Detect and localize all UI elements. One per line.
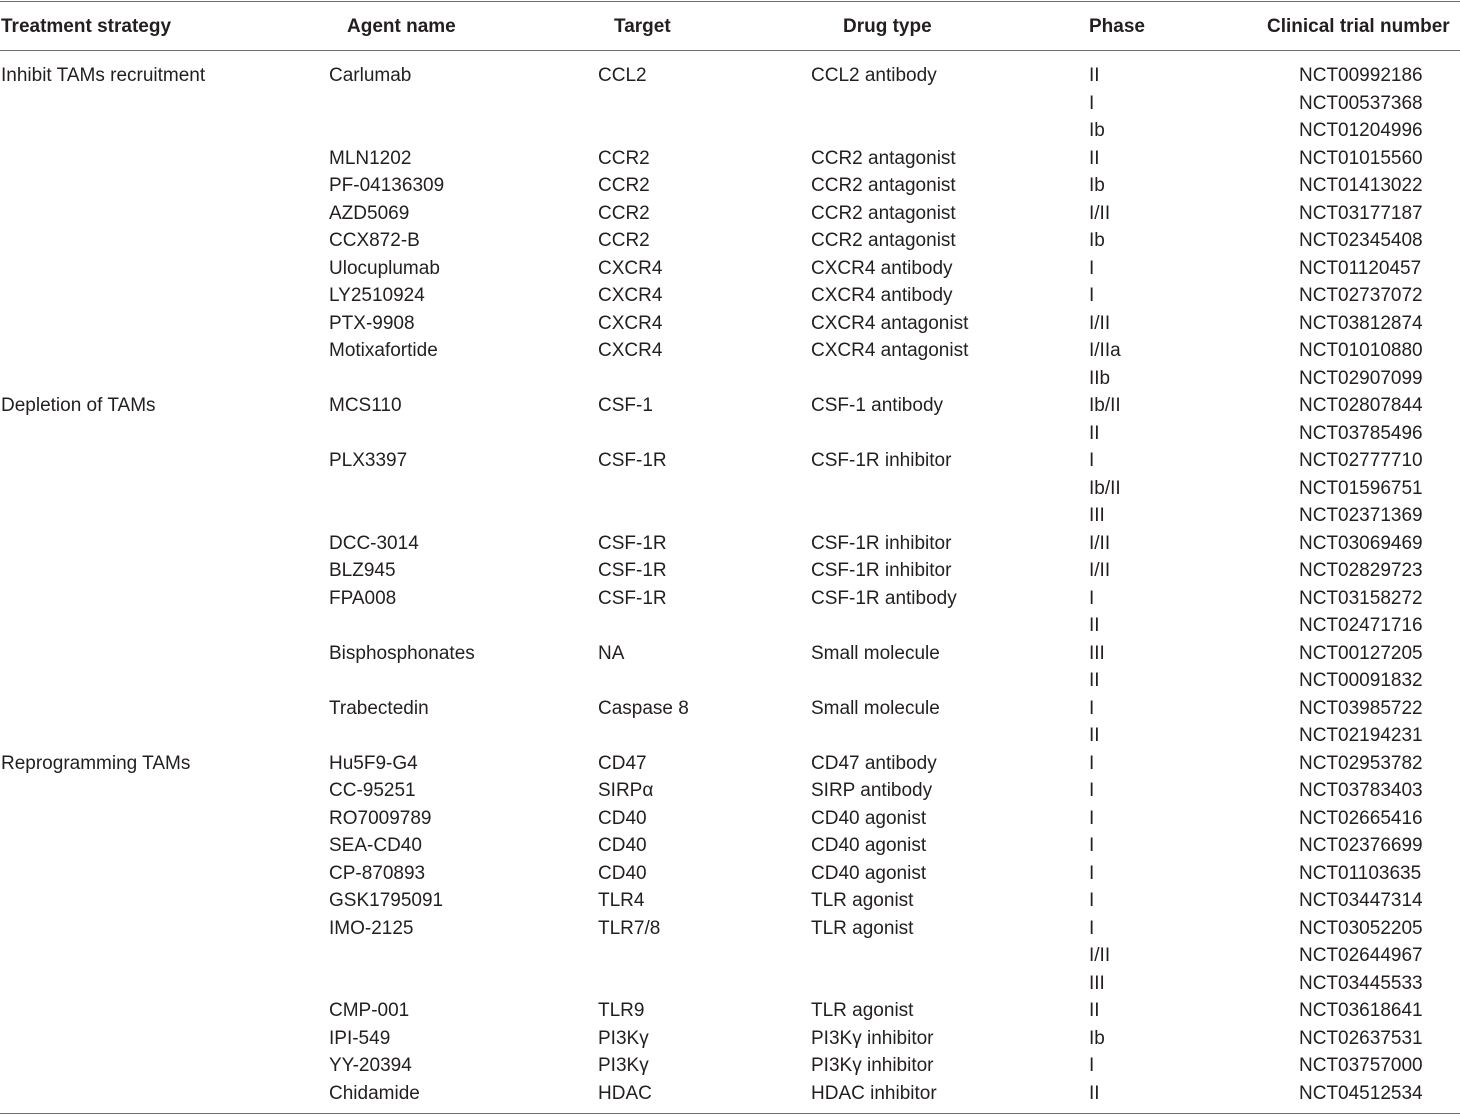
table-row xyxy=(0,915,1460,943)
cell-phase: II xyxy=(1089,725,1100,746)
cell-drug-type: Small molecule xyxy=(811,697,940,719)
cell-clinical-trial-number: NCT02953782 xyxy=(1299,752,1423,774)
cell-agent-name: Chidamide xyxy=(329,1082,420,1104)
table-row xyxy=(0,475,1460,503)
cell-clinical-trial-number: NCT01015560 xyxy=(1299,147,1423,169)
cell-agent-name: CCX872-B xyxy=(329,230,420,251)
cell-clinical-trial-number: NCT02471716 xyxy=(1299,615,1423,636)
cell-drug-type: CCR2 antagonist xyxy=(811,175,956,196)
table-row xyxy=(0,502,1460,530)
table-row xyxy=(0,997,1460,1025)
cell-drug-type: SIRP antibody xyxy=(811,780,933,801)
table-header-rule xyxy=(0,50,1460,51)
cell-clinical-trial-number: NCT02907099 xyxy=(1299,367,1423,389)
cell-target: CCR2 xyxy=(598,202,650,224)
cell-clinical-trial-number: NCT01596751 xyxy=(1299,477,1423,499)
table-row xyxy=(0,640,1460,668)
cell-phase: I xyxy=(1089,835,1095,856)
cell-agent-name: DCC-3014 xyxy=(329,532,419,554)
cell-target: TLR9 xyxy=(598,1000,645,1021)
cell-drug-type: CXCR4 antagonist xyxy=(811,312,969,334)
cell-phase: I xyxy=(1089,917,1095,939)
header-drug-type: Drug type xyxy=(843,16,932,37)
cell-drug-type: PI3Kγ inhibitor xyxy=(811,1055,934,1076)
table-row xyxy=(0,1025,1460,1053)
cell-phase: II xyxy=(1089,1000,1100,1021)
cell-phase: Ib/II xyxy=(1089,395,1121,416)
table-row xyxy=(0,750,1460,778)
cell-treatment-strategy: Depletion of TAMs xyxy=(1,395,156,416)
table-row xyxy=(0,530,1460,558)
cell-agent-name: Bisphosphonates xyxy=(329,642,475,664)
table-row xyxy=(0,200,1460,228)
cell-target: CCR2 xyxy=(598,175,650,196)
cell-phase: II xyxy=(1089,422,1100,444)
cell-target: CXCR4 xyxy=(598,340,663,361)
cell-phase: I xyxy=(1089,780,1095,801)
table-row xyxy=(0,970,1460,998)
cell-agent-name: Hu5F9-G4 xyxy=(329,752,418,774)
cell-agent-name: CC-95251 xyxy=(329,780,416,801)
cell-treatment-strategy: Reprogramming TAMs xyxy=(1,752,191,774)
table-row xyxy=(0,172,1460,200)
table-row xyxy=(0,62,1460,90)
table-top-rule xyxy=(0,1,1460,2)
cell-phase: I xyxy=(1089,587,1095,609)
cell-clinical-trial-number: NCT02665416 xyxy=(1299,807,1423,829)
table-row xyxy=(0,420,1460,448)
cell-phase: I xyxy=(1089,450,1095,471)
table-row xyxy=(0,255,1460,283)
cell-clinical-trial-number: NCT02777710 xyxy=(1299,450,1423,471)
cell-drug-type: TLR agonist xyxy=(811,1000,914,1021)
cell-target: PI3Kγ xyxy=(598,1027,649,1049)
cell-target: CCR2 xyxy=(598,147,650,169)
cell-phase: I xyxy=(1089,1055,1095,1076)
cell-agent-name: RO7009789 xyxy=(329,807,432,829)
cell-target: CCR2 xyxy=(598,230,650,251)
table-body xyxy=(0,62,1460,1107)
table-row xyxy=(0,695,1460,723)
cell-phase: I/II xyxy=(1089,312,1111,334)
cell-phase: I/II xyxy=(1089,202,1111,224)
cell-agent-name: Carlumab xyxy=(329,65,412,86)
table-row xyxy=(0,722,1460,750)
cell-target: CXCR4 xyxy=(598,312,663,334)
cell-phase: IIb xyxy=(1089,367,1111,389)
table-row xyxy=(0,365,1460,393)
cell-agent-name: Motixafortide xyxy=(329,340,438,361)
cell-drug-type: CXCR4 antibody xyxy=(811,285,953,306)
cell-target: CXCR4 xyxy=(598,257,663,279)
cell-clinical-trial-number: NCT03447314 xyxy=(1299,890,1423,911)
cell-agent-name: GSK1795091 xyxy=(329,890,444,911)
cell-phase: Ib xyxy=(1089,1027,1105,1049)
cell-phase: III xyxy=(1089,972,1105,994)
cell-agent-name: Trabectedin xyxy=(329,697,429,719)
cell-phase: III xyxy=(1089,642,1105,664)
table-row xyxy=(0,942,1460,970)
table-row xyxy=(0,282,1460,310)
cell-drug-type: CSF-1R inhibitor xyxy=(811,450,952,471)
header-target: Target xyxy=(614,16,671,37)
table-row xyxy=(0,805,1460,833)
cell-clinical-trial-number: NCT01103635 xyxy=(1299,862,1422,884)
cell-drug-type: CD40 agonist xyxy=(811,807,927,829)
cell-clinical-trial-number: NCT02829723 xyxy=(1299,560,1423,581)
cell-phase: I/II xyxy=(1089,532,1111,554)
cell-clinical-trial-number: NCT02194231 xyxy=(1299,725,1423,746)
cell-target: NA xyxy=(598,642,625,664)
table-row xyxy=(0,832,1460,860)
cell-agent-name: BLZ945 xyxy=(329,560,396,581)
cell-target: TLR4 xyxy=(598,890,645,911)
table-header-row xyxy=(0,13,1460,41)
cell-drug-type: CXCR4 antibody xyxy=(811,257,953,279)
cell-agent-name: CP-870893 xyxy=(329,862,426,884)
cell-clinical-trial-number: NCT03785496 xyxy=(1299,422,1423,444)
table-row xyxy=(0,667,1460,695)
cell-agent-name: Ulocuplumab xyxy=(329,257,440,279)
cell-phase: I/II xyxy=(1089,945,1111,966)
table-row xyxy=(0,1080,1460,1108)
cell-phase: II xyxy=(1089,615,1100,636)
cell-drug-type: TLR agonist xyxy=(811,890,914,911)
cell-phase: I xyxy=(1089,862,1095,884)
cell-drug-type: CXCR4 antagonist xyxy=(811,340,969,361)
cell-phase: Ib/II xyxy=(1089,477,1121,499)
header-phase: Phase xyxy=(1089,16,1145,37)
cell-clinical-trial-number: NCT00537368 xyxy=(1299,92,1423,114)
cell-clinical-trial-number: NCT03783403 xyxy=(1299,780,1423,801)
header-clinical-trial-number: Clinical trial number xyxy=(1267,16,1450,37)
cell-phase: II xyxy=(1089,1082,1100,1104)
header-treatment-strategy: Treatment strategy xyxy=(1,16,172,37)
table-row xyxy=(0,392,1460,420)
cell-clinical-trial-number: NCT03052205 xyxy=(1299,917,1423,939)
cell-phase: Ib xyxy=(1089,230,1105,251)
cell-agent-name: MLN1202 xyxy=(329,147,412,169)
table-bottom-rule xyxy=(0,1113,1460,1114)
cell-phase: III xyxy=(1089,505,1105,526)
cell-agent-name: IMO-2125 xyxy=(329,917,414,939)
cell-clinical-trial-number: NCT02371369 xyxy=(1299,505,1423,526)
cell-clinical-trial-number: NCT00091832 xyxy=(1299,670,1423,691)
cell-clinical-trial-number: NCT03757000 xyxy=(1299,1055,1423,1076)
cell-clinical-trial-number: NCT00127205 xyxy=(1299,642,1423,664)
cell-clinical-trial-number: NCT02644967 xyxy=(1299,945,1423,966)
header-agent-name: Agent name xyxy=(347,16,456,37)
table-row xyxy=(0,145,1460,173)
cell-phase: I xyxy=(1089,257,1095,279)
cell-phase: I xyxy=(1089,697,1095,719)
table-row xyxy=(0,585,1460,613)
cell-clinical-trial-number: NCT02376699 xyxy=(1299,835,1423,856)
cell-drug-type: CSF-1R inhibitor xyxy=(811,560,952,581)
table-row xyxy=(0,310,1460,338)
cell-phase: Ib xyxy=(1089,175,1105,196)
cell-clinical-trial-number: NCT03445533 xyxy=(1299,972,1423,994)
cell-agent-name: CMP-001 xyxy=(329,1000,410,1021)
cell-phase: Ib xyxy=(1089,120,1105,141)
cell-target: CD40 xyxy=(598,862,647,884)
cell-clinical-trial-number: NCT03985722 xyxy=(1299,697,1423,719)
table-row xyxy=(0,860,1460,888)
cell-drug-type: CD40 agonist xyxy=(811,862,927,884)
cell-clinical-trial-number: NCT01413022 xyxy=(1299,175,1423,196)
cell-target: CSF-1R xyxy=(598,560,667,581)
cell-drug-type: CCL2 antibody xyxy=(811,65,937,86)
table-row xyxy=(0,887,1460,915)
cell-target: CD47 xyxy=(598,752,647,774)
cell-phase: I xyxy=(1089,285,1095,306)
cell-agent-name: PLX3397 xyxy=(329,450,408,471)
table-row xyxy=(0,337,1460,365)
cell-agent-name: LY2510924 xyxy=(329,285,425,306)
cell-phase: I/IIa xyxy=(1089,340,1121,361)
cell-clinical-trial-number: NCT02637531 xyxy=(1299,1027,1423,1049)
cell-phase: I xyxy=(1089,807,1095,829)
cell-drug-type: CD47 antibody xyxy=(811,752,937,774)
cell-clinical-trial-number: NCT02737072 xyxy=(1299,285,1423,306)
cell-clinical-trial-number: NCT03177187 xyxy=(1299,202,1423,224)
cell-phase: I/II xyxy=(1089,560,1111,581)
cell-agent-name: IPI-549 xyxy=(329,1027,391,1049)
cell-phase: I xyxy=(1089,92,1095,114)
cell-target: CSF-1 xyxy=(598,395,653,416)
cell-drug-type: CSF-1R antibody xyxy=(811,587,957,609)
cell-agent-name: FPA008 xyxy=(329,587,397,609)
cell-target: HDAC xyxy=(598,1082,652,1104)
cell-target: CD40 xyxy=(598,835,647,856)
cell-clinical-trial-number: NCT01010880 xyxy=(1299,340,1423,361)
cell-phase: II xyxy=(1089,147,1100,169)
table-row xyxy=(0,1052,1460,1080)
cell-drug-type: TLR agonist xyxy=(811,917,914,939)
cell-clinical-trial-number: NCT03069469 xyxy=(1299,532,1423,554)
cell-clinical-trial-number: NCT02345408 xyxy=(1299,230,1423,251)
table-row xyxy=(0,557,1460,585)
cell-agent-name: YY-20394 xyxy=(329,1055,412,1076)
cell-drug-type: CCR2 antagonist xyxy=(811,147,956,169)
cell-target: CSF-1R xyxy=(598,450,667,471)
cell-target: TLR7/8 xyxy=(598,917,661,939)
cell-agent-name: MCS110 xyxy=(329,395,402,416)
cell-drug-type: CCR2 antagonist xyxy=(811,230,956,251)
table-row xyxy=(0,447,1460,475)
cell-phase: II xyxy=(1089,65,1100,86)
cell-clinical-trial-number: NCT01204996 xyxy=(1299,120,1423,141)
cell-treatment-strategy: Inhibit TAMs recruitment xyxy=(1,65,206,86)
cell-agent-name: PTX-9908 xyxy=(329,312,415,334)
cell-target: Caspase 8 xyxy=(598,697,689,719)
cell-target: CXCR4 xyxy=(598,285,663,306)
cell-clinical-trial-number: NCT03812874 xyxy=(1299,312,1423,334)
table-row xyxy=(0,90,1460,118)
cell-agent-name: PF-04136309 xyxy=(329,175,445,196)
cell-drug-type: CCR2 antagonist xyxy=(811,202,956,224)
cell-target: CSF-1R xyxy=(598,587,667,609)
cell-target: PI3Kγ xyxy=(598,1055,649,1076)
cell-clinical-trial-number: NCT02807844 xyxy=(1299,395,1423,416)
table-row xyxy=(0,227,1460,255)
cell-target: CD40 xyxy=(598,807,647,829)
cell-clinical-trial-number: NCT01120457 xyxy=(1299,257,1422,279)
cell-target: CSF-1R xyxy=(598,532,667,554)
cell-target: SIRPα xyxy=(598,780,654,801)
cell-agent-name: AZD5069 xyxy=(329,202,410,224)
cell-drug-type: CSF-1R inhibitor xyxy=(811,532,952,554)
cell-clinical-trial-number: NCT03158272 xyxy=(1299,587,1423,609)
cell-clinical-trial-number: NCT03618641 xyxy=(1299,1000,1423,1021)
cell-agent-name: SEA-CD40 xyxy=(329,835,422,856)
cell-drug-type: CSF-1 antibody xyxy=(811,395,944,416)
cell-clinical-trial-number: NCT00992186 xyxy=(1299,65,1423,86)
cell-phase: II xyxy=(1089,670,1100,691)
cell-target: CCL2 xyxy=(598,65,647,86)
table-row xyxy=(0,612,1460,640)
cell-clinical-trial-number: NCT04512534 xyxy=(1299,1082,1423,1104)
cell-drug-type: Small molecule xyxy=(811,642,940,664)
cell-phase: I xyxy=(1089,890,1095,911)
cell-drug-type: HDAC inhibitor xyxy=(811,1082,937,1104)
cell-drug-type: CD40 agonist xyxy=(811,835,927,856)
table-row xyxy=(0,117,1460,145)
cell-phase: I xyxy=(1089,752,1095,774)
table-row xyxy=(0,777,1460,805)
cell-drug-type: PI3Kγ inhibitor xyxy=(811,1027,934,1049)
